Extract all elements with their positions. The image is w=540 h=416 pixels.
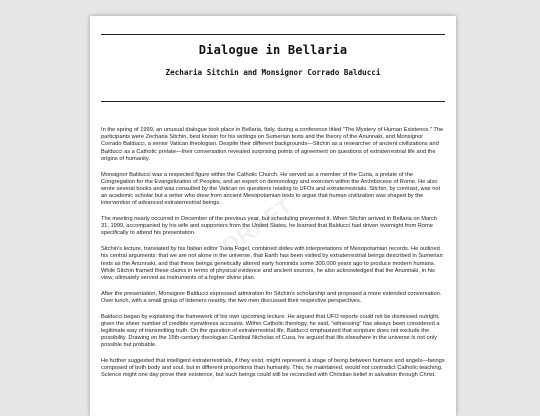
paragraph: Sitchin’s lecture, translated by his Italian editor Tuvia Fogel, combined slides with interpretations of Mesopotamian records. He outlined his central arguments: that we are not alone in the universe, that Earth has been visited by extraterrestrial beings described in Sumerian texts as the Anunnaki, and that these beings genetically altered early hominids some 300,000 years ago to produce modern humans. While Sitchin framed these claims in terms of physical evidence and ancient sources, he also acknowledged that the Anunnaki, in his view, ultimately served as instruments of a higher divine plan. — [101, 246, 443, 281]
document-body — [101, 127, 445, 388]
header-bottom-rule — [101, 101, 445, 102]
document-subtitle: Zecharia Sitchin and Monsignor Corrado Balducci — [165, 68, 381, 77]
paragraph: Monsignor Balducci was a respected figure within the Catholic Church. He served as a member of the Curia, a prelate of the Congregation for the Evangelization of Peoples, and an expert on demonology and exorcism within the Archdiocese of Rome. He also wrote several books and was consulted by the Vatican on questions relating to UFOs and extraterrestrials. Sitchin, by contrast, was not an academic scholar but a writer who drew from ancient Mesopotamian texts to argue that human civilization was shaped by the intervention of advanced extraterrestrial beings. — [101, 171, 441, 207]
document-page — [90, 16, 456, 416]
paragraph: The meeting nearly occurred in December of the previous year, but scheduling prevented it. When Sitchin arrived in Bellaria on March 31, 1999, accompanied by his wife and supporters from the United States, he learned that Balducci had driven overnight from Rome specifically to attend his presentation. — [101, 216, 438, 237]
document-title: Dialogue in Bellaria — [198, 43, 348, 57]
paragraph: In the spring of 1999, an unusual dialogue took place in Bellaria, Italy, during a conference titled “The Mystery of Human Existence.” The participants were Zecharia Sitchin, best known for his writings on Sumerian texts and the theory of the Anunnaki, and Monsignor Corrado Balducci, a senior Vatican theologian. Despite their different backgrounds—Sitchin as a researcher of ancient civilizations and Balducci as a Catholic prelate—their conversation revealed surprising points of agreement on questions of extraterrestrial life and the origins of humanity. — [101, 127, 444, 162]
watermark: DRAFT — [218, 192, 298, 259]
header-top-rule — [101, 34, 445, 35]
paragraph: Balducci began by explaining the framework of his own upcoming lecture. He argued that UFO reports could not be dismissed outright, given the sheer number of credible eyewitness accounts. Within Catholic theology, he said, “witnessing” has always been considered a legitimate way of transmitting truth. On the question of extraterrestrial life, Balducci emphasized that scripture does not exclude the possibility. Drawing on the 15th-century theologian Cardinal Nicholas of Cusa, he argued that life elsewhere in the universe is not only possible but probable. — [101, 313, 440, 349]
paragraph: He further suggested that intelligent extraterrestrials, if they exist, might represent a stage of being between humans and angels—beings composed of both body and soul, but in different proportions than humanity. This, he maintained, would not contradict Catholic teaching. Science might one day prove their existence, but such beings could still be reconciled with Christian belief in salvation through Christ. — [101, 358, 445, 379]
paragraph: After the presentation, Monsignor Balducci expressed admiration for Sitchin’s scholarship and proposed a more extended conversation. Over lunch, with a small group of listeners nearby, the two men discussed their respective perspectives. — [101, 290, 442, 304]
